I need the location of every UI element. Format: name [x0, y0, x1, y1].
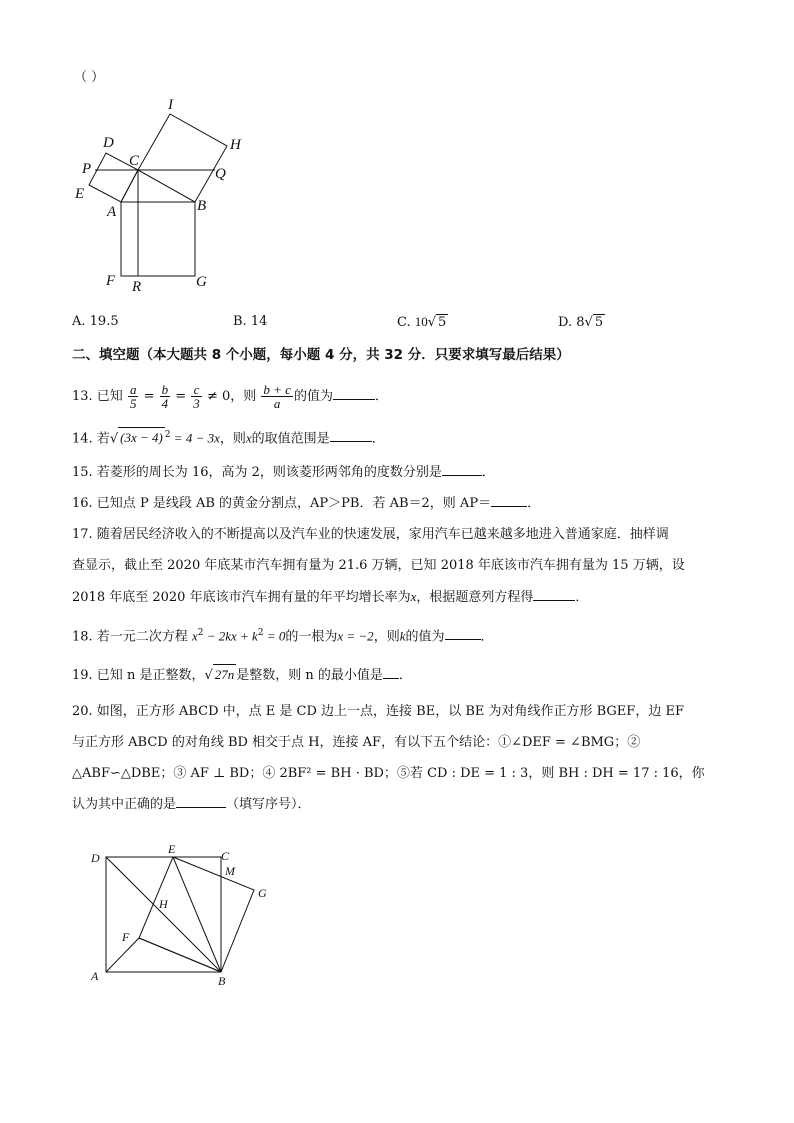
fig1-label-I: I [168, 97, 173, 113]
q15-text: 15. 若菱形的周长为 16，高为 2，则该菱形两邻角的度数分别是 [72, 465, 442, 480]
question-14: 14. 若√ (3x − 4) $^2$ = 4 − 3x，则x的取值范围是 ． [72, 425, 385, 449]
q16-text: 16. 已知点 P 是线段 AB 的黄金分割点，AP＞PB．若 AB＝2，则 AP＝ [72, 496, 492, 511]
q20-answer-blank [176, 795, 226, 808]
question-20-line-2: 与正方形 ABCD 的对角线 BD 相交于点 H，连接 AF，有以下五个结论：①∠DEF = ∠BMG；② [72, 735, 641, 750]
q14-answer-blank [330, 429, 372, 442]
fig2-label-C: C [221, 849, 230, 863]
fig2-label-H: H [159, 897, 168, 911]
q17-x: x [410, 589, 417, 604]
fig2-label-A: A [91, 969, 99, 983]
question-18: 18. 若一元二次方程 $x^2 - 2kx + k^2 = 0$的一根为x = −2，则k的值为 ． [72, 628, 494, 645]
fig1-label-C: C [129, 153, 140, 169]
fig2-label-M: M [225, 864, 235, 878]
option-c: C. 10√ 5 [397, 314, 447, 330]
q13-mid: ，则 [230, 389, 257, 404]
fig1-label-G: G [196, 274, 207, 290]
question-13: 13. 已知 $\frac{a}{5}$ = $\frac{b}{4}$ = $\frac{c}{3}$ ≠ 0，则 $\frac{b + c}{a}$ 的值为 ． [72, 382, 388, 411]
option-d: D. 8√ 5 [558, 315, 604, 330]
answer-paren: （ ） [74, 70, 105, 85]
q18-answer-blank [445, 627, 481, 640]
q13-frac-c3: $\frac{c}{3}$ [193, 382, 200, 411]
q13-answer-blank [333, 387, 375, 400]
fig1-label-D: D [103, 135, 114, 151]
fig1-label-Q: Q [215, 166, 226, 182]
fig1-label-A: A [107, 204, 117, 220]
question-17-line-2: 查显示，截止至 2020 年底某市汽车拥有量为 21.6 万辆，已知 2018 年底该市汽车拥有量为 15 万辆，设 [72, 558, 685, 573]
question-19: 19. 已知 n 是正整数，√ 27n 是整数，则 n 的最小值是 ． [72, 664, 412, 686]
q14-x: x [245, 430, 252, 446]
option-b: B. 14 [233, 314, 268, 329]
q13-label: 13. 已知 [72, 389, 123, 404]
question-20-line-4: 认为其中正确的是 （填写序号）． [72, 797, 311, 812]
q15-answer-blank [442, 463, 482, 476]
fig2-label-B: B [218, 974, 226, 988]
option-c-radicand: 5 [438, 315, 447, 330]
q13-frac-a5: $\frac{a}{5}$ [129, 382, 137, 411]
question-17-line-1: 17. 随着居民经济收入的不断提高以及汽车业的快速发展，家用汽车已越来越多地进入普通家庭．抽样调 [72, 527, 669, 542]
fig1-label-B: B [197, 198, 207, 214]
q18-root: x = −2 [337, 628, 374, 644]
question-15: 15. 若菱形的周长为 16，高为 2，则该菱形两邻角的度数分别是 ． [72, 465, 495, 480]
fig1-label-E: E [75, 186, 85, 202]
q17-answer-blank [533, 588, 575, 601]
fig2-label-G: G [258, 886, 267, 900]
option-d-prefix: D. [558, 315, 577, 330]
fig1-label-R: R [132, 279, 142, 295]
q18-label: 18. 若一元二次方程 [72, 629, 188, 645]
fig2-label-E: E [168, 842, 176, 856]
question-20-line-1: 20. 如图，正方形 ABCD 中，点 E 是 CD 边上一点，连接 BE，以 BE 为对角线作正方形 BGEF，边 EF [72, 704, 684, 719]
question-17-line-3: 2018 年底至 2020 年底该市汽车拥有量的年平均增长率为x，根据题意列方程得 ． [72, 589, 589, 605]
q16-answer-blank [491, 494, 527, 507]
fig1-label-P: P [82, 161, 92, 177]
question-20-line-3: △ABF∽△DBE；③ AF ⊥ BD；④ 2BF² = BH · BD；⑤若 CD : DE = 1 : 3，则 BH : DH = 17 : 16，你 [72, 766, 705, 781]
option-a: A. 19.5 [72, 314, 119, 329]
q19-label: 19. 已知 n 是正整数， [72, 668, 205, 683]
option-d-coef: 8 [576, 315, 585, 330]
q19-radicand: 27n [213, 664, 237, 685]
q19-answer-blank [383, 666, 399, 679]
q14-label: 14. 若 [72, 431, 110, 447]
option-c-prefix: C. [397, 315, 415, 330]
fig1-label-F: F [106, 273, 116, 289]
question-16: 16. 已知点 P 是线段 AB 的黄金分割点，AP＞PB．若 AB＝2，则 AP＝ ． [72, 496, 541, 511]
figure-1-geometry [70, 92, 270, 297]
section-title: 二、填空题（本大题共 8 个小题，每小题 4 分，共 32 分．只要求填写最后结果） [72, 347, 570, 363]
q13-frac-b4: $\frac{b}{4}$ [161, 382, 169, 411]
fig2-label-F: F [122, 930, 130, 944]
q13-neq: ≠ 0 [206, 389, 231, 404]
q14-radicand: (3x − 4) [118, 427, 165, 448]
q13-end: 的值为 [293, 389, 333, 404]
fig2-label-D: D [91, 851, 100, 865]
figure-2-geometry [86, 840, 286, 990]
option-d-radicand: 5 [594, 315, 604, 330]
q13-frac-bc-a: $\frac{b + c}{a}$ [263, 382, 291, 411]
q14-rhs: = 4 − 3x [170, 430, 220, 446]
fig1-label-H: H [230, 137, 241, 153]
option-c-coef: 10 [414, 314, 428, 329]
